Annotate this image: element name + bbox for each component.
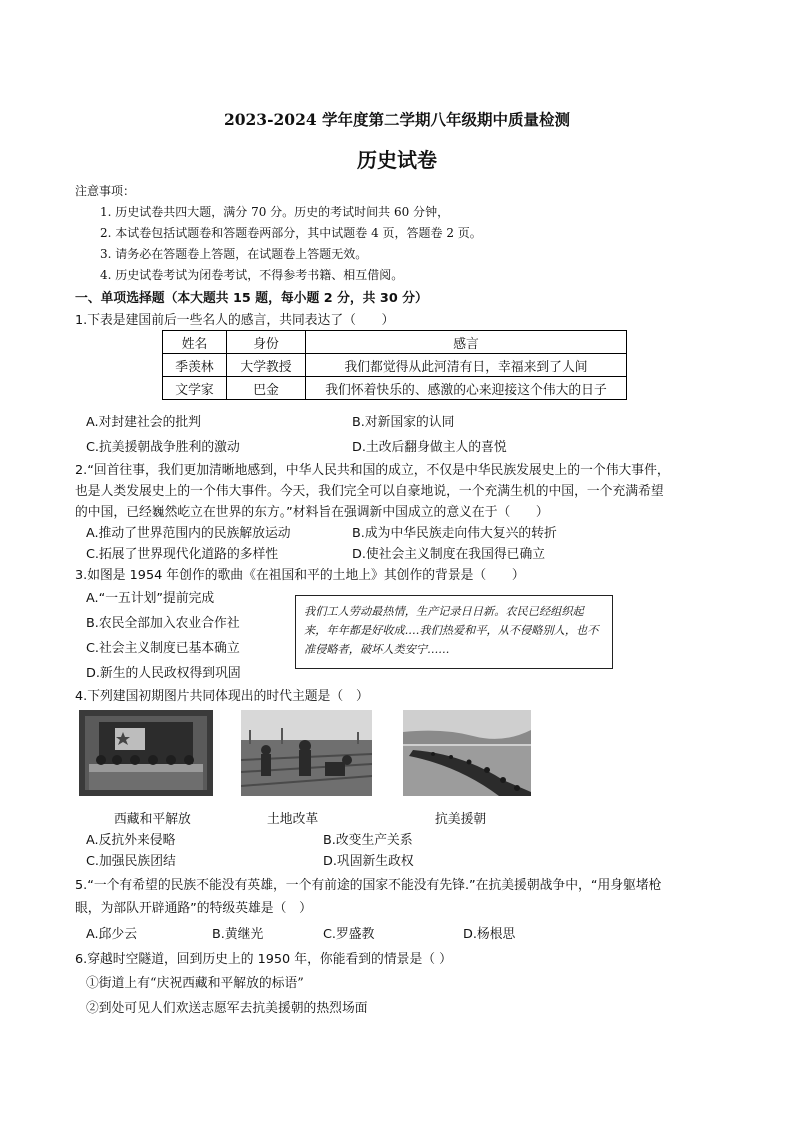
photo-caption: 土地改革: [267, 812, 319, 827]
table-cell: 文学家: [163, 377, 227, 400]
question-2-option-a[interactable]: A.推动了世界范围内的民族解放运动: [86, 526, 291, 541]
exam-title: 2023-2024 学年度第二学期八年级期中质量检测: [223, 110, 571, 129]
question-4-option-b[interactable]: B.改变生产关系: [323, 833, 413, 848]
section-heading: 一、单项选择题（本大题共 15 题，每小题 2 分，共 30 分）: [75, 291, 428, 306]
question-5-option-b[interactable]: B.黄继光: [212, 927, 264, 942]
question-5-stem: 5.“一个有希望的民族不能没有英雄，一个有前途的国家不能没有先锋.”在抗美援朝战争中，“用身躯堵枪: [75, 878, 662, 893]
question-2-stem: 也是人类发展史上的一个伟大事件。今天，我们完全可以自豪地说，一个充满生机的中国，一个充满希望: [75, 484, 664, 499]
question-3-option-a[interactable]: A.“一五计划”提前完成: [86, 591, 215, 606]
question-4-option-c[interactable]: C.加强民族团结: [86, 854, 176, 869]
table-header-cell: 姓名: [163, 331, 227, 354]
question-3-stem: 3.如图是 1954 年创作的歌曲《在祖国和平的土地上》其创作的背景是（ ）: [75, 568, 525, 583]
question-5-option-d[interactable]: D.杨根思: [463, 927, 516, 942]
table-cell: 大学教授: [227, 354, 306, 377]
photo-caption: 西藏和平解放: [114, 812, 191, 827]
table-header-row: [163, 331, 627, 354]
question-5-stem: 眼，为部队开辟通路”的特级英雄是（ ）: [75, 901, 312, 916]
question-3-option-d[interactable]: D.新生的人民政权得到巩固: [86, 666, 241, 681]
question-2-option-d[interactable]: D.使社会主义制度在我国得已确立: [352, 547, 546, 562]
photo-caption: 抗美援朝: [435, 812, 487, 827]
question-6-item: ②到处可见人们欢送志愿军去抗美援朝的热烈场面: [86, 1001, 368, 1016]
question-1-option-d[interactable]: D.土改后翻身做主人的喜悦: [352, 440, 507, 455]
question-5-option-c[interactable]: C.罗盛教: [323, 927, 375, 942]
notes-item: 2. 本试卷包括试题卷和答题卷两部分，其中试题卷 4 页，答题卷 2 页。: [100, 226, 482, 240]
photo-korean-war: [403, 710, 531, 796]
question-2-stem: 2.“回首往事，我们更加清晰地感到，中华人民共和国的成立，不仅是中华民族发展史上的一个伟大事件，: [75, 463, 670, 478]
table-cell: 我们怀着快乐的、感激的心来迎接这个伟大的日子: [306, 377, 627, 400]
table-cell: 我们都觉得从此河清有日，幸福来到了人间: [306, 354, 627, 377]
question-2-option-c[interactable]: C.拓展了世界现代化道路的多样性: [86, 547, 279, 562]
table-cell: 季羡林: [163, 354, 227, 377]
question-2-option-b[interactable]: B.成为中华民族走向伟大复兴的转折: [352, 526, 557, 541]
table-header-cell: 感言: [306, 331, 627, 354]
question-4-option-a[interactable]: A.反抗外来侵略: [86, 833, 176, 848]
notes-heading: 注意事项：: [75, 184, 136, 198]
question-3-option-b[interactable]: B.农民全部加入农业合作社: [86, 616, 240, 631]
question-1-option-a[interactable]: A.对封建社会的批判: [86, 415, 201, 430]
question-4-stem: 4.下列建国初期图片共同体现出的时代主题是（ ）: [75, 689, 369, 704]
table-header-cell: 身份: [227, 331, 306, 354]
question-1-option-c[interactable]: C.抗美援朝战争胜利的激动: [86, 440, 240, 455]
question-1-option-b[interactable]: B.对新国家的认同: [352, 415, 455, 430]
question-4-option-d[interactable]: D.巩固新生政权: [323, 854, 414, 869]
song-lyrics-box: 我们工人劳动最热情，生产记录日日新。农民已经组织起来，年年都是好收成.…我们热爱和平，从不侵略别人，也不准侵略者，破坏人类安宁……: [295, 595, 613, 669]
notes-item: 3. 请务必在答题卷上答题，在试题卷上答题无效。: [100, 247, 368, 261]
table-row: [163, 354, 627, 377]
quote-table: [162, 330, 627, 400]
table-row: [163, 377, 627, 400]
question-1-stem: 1.下表是建国前后一些名人的感言，共同表达了（ ）: [75, 313, 395, 328]
photo-land-reform: [241, 710, 372, 796]
photo-tibet-liberation: [79, 710, 213, 796]
question-6-item: ①街道上有“庆祝西藏和平解放的标语”: [86, 976, 304, 991]
table-cell: 巴金: [227, 377, 306, 400]
question-3-option-c[interactable]: C.社会主义制度已基本确立: [86, 641, 240, 656]
notes-item: 1. 历史试卷共四大题，满分 70 分。历史的考试时间共 60 分钟，: [100, 205, 450, 219]
notes-item: 4. 历史试卷考试为闭卷考试，不得参考书籍、相互借阅。: [100, 268, 404, 282]
question-6-stem: 6.穿越时空隧道，回到历史上的 1950 年，你能看到的情景是（ ）: [75, 952, 452, 967]
question-5-option-a[interactable]: A.邱少云: [86, 927, 137, 942]
exam-subject-title: 历史试卷: [357, 148, 437, 172]
question-2-stem: 的中国，已经巍然屹立在世界的东方。”材料旨在强调新中国成立的意义在于（ ）: [75, 505, 549, 520]
